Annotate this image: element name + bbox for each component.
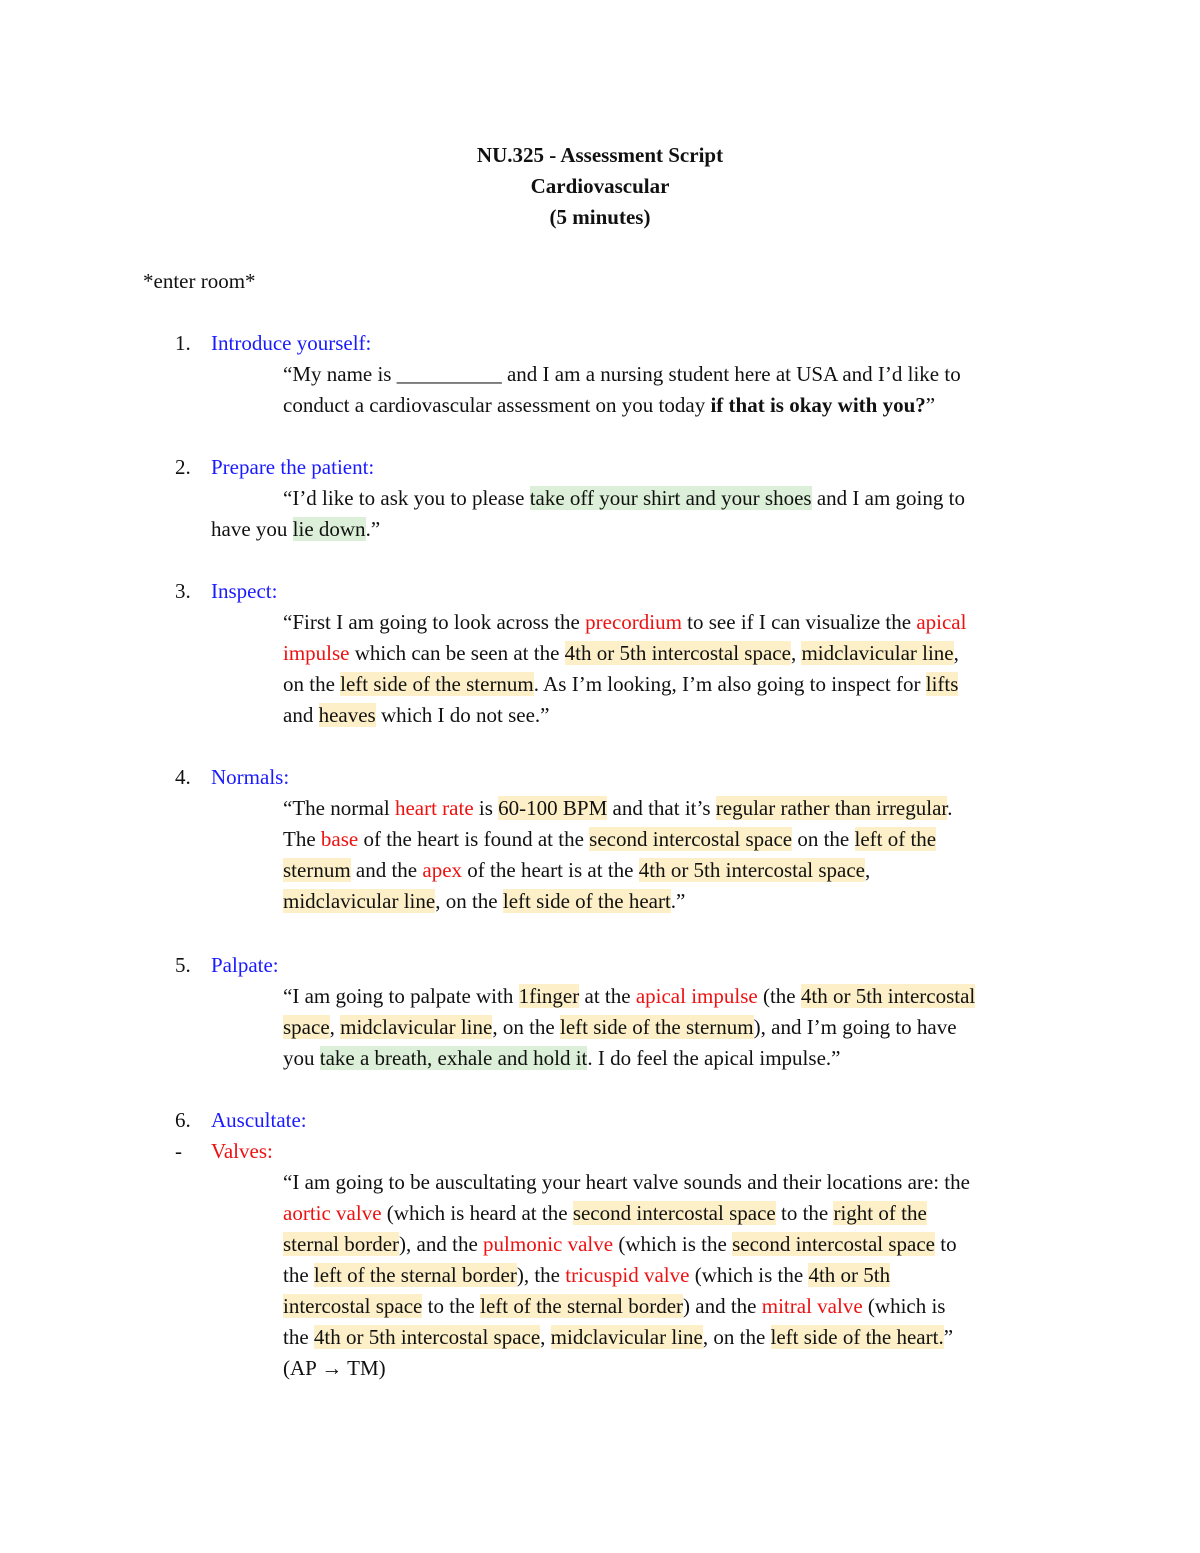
yellow-highlight: 4th or 5th intercostal space	[638, 858, 865, 882]
step-2-text-line	[283, 485, 965, 511]
text-span: (which is heard at the	[381, 1201, 573, 1225]
text-span: .	[947, 796, 953, 820]
yellow-highlight: left of the	[854, 827, 937, 851]
text-span: ,	[540, 1325, 551, 1349]
text-span: you	[283, 1046, 320, 1070]
text-span: ,	[953, 641, 959, 665]
step-3-text-line	[283, 671, 958, 697]
step-3-text-line	[283, 702, 550, 728]
text-span: which I do not see.”	[375, 703, 550, 727]
key-term: base	[320, 827, 359, 851]
step-6-text-line	[283, 1231, 957, 1257]
document-title: NU.325 - Assessment Script	[476, 143, 724, 167]
yellow-highlight: 1finger	[518, 984, 580, 1008]
yellow-highlight: 60-100 BPM	[498, 796, 608, 820]
yellow-highlight: space	[283, 1015, 330, 1039]
text-span: is	[473, 796, 499, 820]
key-term: precordium	[585, 610, 682, 634]
step-3-text-line	[283, 609, 966, 635]
step-heading: Introduce yourself:	[211, 331, 372, 355]
text-span: ,	[329, 1015, 341, 1039]
text-span: (which is	[862, 1294, 946, 1318]
text-span: (which is the	[613, 1232, 733, 1256]
text-span: which can be seen at the	[349, 641, 565, 665]
step-number: 5.	[175, 953, 191, 977]
yellow-highlight: midclavicular line	[801, 641, 954, 665]
yellow-highlight: second intercostal space	[589, 827, 793, 851]
step-heading: Palpate:	[211, 953, 279, 977]
step-number: 6.	[175, 1108, 191, 1132]
key-term: pulmonic valve	[483, 1232, 614, 1256]
text-span: . I do feel the apical impulse.”	[587, 1046, 841, 1070]
text-span: ”	[925, 393, 936, 417]
step-4-text-line	[283, 888, 685, 914]
yellow-highlight: regular rather than irregular	[715, 796, 948, 820]
text-span: conduct a cardiovascular assessment on you today	[283, 393, 711, 417]
yellow-highlight: midclavicular line	[550, 1325, 703, 1349]
step-6-mnemonic	[283, 1355, 386, 1381]
text-span: “My name is __________ and I am a nursing student here at USA and I’d like to	[283, 362, 961, 386]
yellow-highlight: left side of the heart	[502, 889, 671, 913]
step-number: 3.	[175, 579, 191, 603]
key-term: apical impulse	[635, 984, 758, 1008]
yellow-highlight: 4th or 5th	[808, 1263, 891, 1287]
key-term: mitral valve	[761, 1294, 863, 1318]
step-1-text-line	[283, 361, 961, 387]
text-span: and I am going to	[811, 486, 965, 510]
text-span: ), and I’m going to have	[753, 1015, 957, 1039]
text-span: ,	[865, 858, 871, 882]
yellow-highlight: left of the sternal border	[313, 1263, 517, 1287]
text-span: ”	[943, 1325, 954, 1349]
text-span: , on the	[492, 1015, 560, 1039]
text-span: “I’d like to ask you to please	[283, 486, 530, 510]
step-5-text-line	[283, 1014, 957, 1040]
text-span: to the	[422, 1294, 481, 1318]
text-span: on the	[792, 827, 855, 851]
step-6-text-line	[283, 1200, 927, 1226]
step-4-text-line	[283, 857, 870, 883]
text-span: “I am going to palpate with	[283, 984, 519, 1008]
green-highlight: take off your shirt and your shoes	[529, 486, 812, 510]
text-span: . As I’m looking, I’m also going to inspect for	[533, 672, 926, 696]
text-span: (AP → TM)	[283, 1356, 386, 1380]
text-span: ,	[790, 641, 802, 665]
text-span: (which is the	[689, 1263, 809, 1287]
key-term: heart rate	[394, 796, 474, 820]
opening-instruction: *enter room*	[143, 269, 256, 293]
step-heading: Auscultate:	[211, 1108, 307, 1132]
step-number: 2.	[175, 455, 191, 479]
step-6-text-line	[283, 1293, 945, 1319]
step-6-text-line	[283, 1262, 890, 1288]
text-span: “The normal	[283, 796, 395, 820]
yellow-highlight: right of the	[833, 1201, 927, 1225]
yellow-highlight: second intercostal space	[732, 1232, 935, 1256]
text-span: the	[283, 1263, 314, 1287]
yellow-highlight: sternum	[283, 858, 351, 882]
text-span: and that it’s	[607, 796, 716, 820]
step-number: 4.	[175, 765, 191, 789]
yellow-highlight: left of the sternal border	[480, 1294, 684, 1318]
text-span: to	[935, 1232, 957, 1256]
text-span: and	[283, 703, 319, 727]
text-span: , on the	[435, 889, 503, 913]
text-span: The	[283, 827, 321, 851]
text-span: (the	[757, 984, 801, 1008]
key-term: tricuspid valve	[565, 1263, 690, 1287]
step-3-text-line	[283, 640, 959, 666]
document-duration: (5 minutes)	[549, 205, 651, 229]
step-1-text-line	[283, 392, 935, 418]
yellow-highlight: 4th or 5th intercostal space	[564, 641, 791, 665]
text-span: on the	[283, 672, 341, 696]
text-span: have you	[211, 517, 293, 541]
yellow-highlight: 4th or 5th intercostal	[800, 984, 976, 1008]
yellow-highlight: sternal border	[283, 1232, 400, 1256]
key-term: apex	[422, 858, 463, 882]
yellow-highlight: left side of the sternum	[340, 672, 534, 696]
yellow-highlight: left side of the heart.	[770, 1325, 944, 1349]
text-span: of the heart is found at the	[358, 827, 590, 851]
key-term: apical	[916, 610, 967, 634]
text-span: .”	[670, 889, 686, 913]
green-highlight: lie down	[292, 517, 366, 541]
yellow-highlight: midclavicular line	[340, 1015, 493, 1039]
sub-heading: Valves:	[211, 1139, 273, 1163]
text-span: “I am going to be auscultating your heart valve sounds and their locations are: the	[283, 1170, 970, 1194]
step-number: 1.	[175, 331, 191, 355]
step-heading: Inspect:	[211, 579, 278, 603]
text-span: ), the	[516, 1263, 566, 1287]
yellow-highlight: 4th or 5th intercostal space	[313, 1325, 541, 1349]
text-span: the	[283, 1325, 314, 1349]
text-span: , on the	[702, 1325, 771, 1349]
text-span: .”	[365, 517, 381, 541]
yellow-highlight: left side of the sternum	[560, 1015, 754, 1039]
key-term: aortic valve	[283, 1201, 382, 1225]
yellow-highlight: heaves	[318, 703, 376, 727]
key-term: impulse	[283, 641, 350, 665]
yellow-highlight: intercostal space	[283, 1294, 423, 1318]
step-4-text-line	[283, 795, 953, 821]
step-5-text-line	[283, 983, 975, 1009]
yellow-highlight: midclavicular line	[283, 889, 436, 913]
step-heading: Normals:	[211, 765, 290, 789]
document-subtitle: Cardiovascular	[530, 174, 670, 198]
text-span: to see if I can visualize the	[681, 610, 917, 634]
step-heading: Prepare the patient:	[211, 455, 375, 479]
yellow-highlight: second intercostal space	[572, 1201, 776, 1225]
text-span: at the	[579, 984, 636, 1008]
step-6-text-line	[283, 1324, 953, 1350]
text-span: and the	[350, 858, 423, 882]
text-span: ) and the	[683, 1294, 762, 1318]
green-highlight: take a breath, exhale and hold it	[319, 1046, 588, 1070]
text-span: ), and the	[399, 1232, 484, 1256]
bold-text: if that is okay with you?	[710, 393, 926, 417]
bullet-dash: -	[175, 1139, 182, 1163]
step-6-text-line	[283, 1169, 970, 1195]
text-span: “First I am going to look across the	[283, 610, 586, 634]
text-span: to the	[775, 1201, 834, 1225]
yellow-highlight: lifts	[925, 672, 959, 696]
step-4-text-line	[283, 826, 936, 852]
step-5-text-line	[283, 1045, 840, 1071]
text-span: of the heart is at the	[462, 858, 639, 882]
step-2-text-line	[211, 516, 380, 542]
